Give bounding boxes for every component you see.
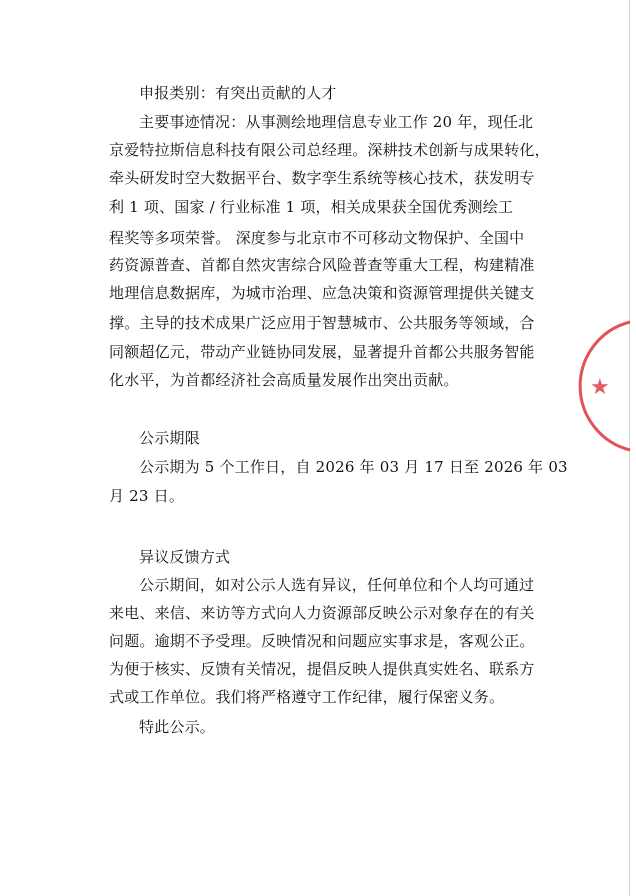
- closing-line: 特此公示。: [139, 718, 216, 736]
- achievement-line: 撑。主导的技术成果广泛应用于智慧城市、公共服务等领域，合: [109, 314, 535, 332]
- feedback-heading: 异议反馈方式: [139, 548, 231, 566]
- achievement-line: 京爱特拉斯信息科技有限公司总经理。深耕技术创新与成果转化，: [109, 141, 550, 159]
- feedback-line: 问题。逾期不予受理。反映情况和问题应实事求是，客观公正。: [109, 632, 535, 650]
- achievement-line: 程奖等多项荣誉。 深度参与北京市不可移动文物保护、全国中: [109, 229, 525, 247]
- achievement-line: 同额超亿元，带动产业链协同发展，显著提升首都公共服务智能: [109, 343, 535, 361]
- achievement-line: 牵头研发时空大数据平台、数字孪生系统等核心技术，获发明专: [109, 169, 535, 187]
- period-line: 公示期为 5 个工作日，自 2026 年 03 月 17 日至 2026 年 03: [139, 458, 568, 476]
- achievement-line: 药资源普查、首都自然灾害综合风险普查等重大工程，构建精准: [109, 256, 535, 274]
- feedback-line: 来电、来信、来访等方式向人力资源部反映公示对象存在的有关: [109, 604, 535, 622]
- feedback-line: 为便于核实、反馈有关情况，提倡反映人提供真实姓名、联系方: [109, 660, 535, 678]
- achievement-line: 地理信息数据库，为城市治理、应急决策和资源管理提供关键支: [109, 284, 535, 302]
- achievement-line: 化水平，为首都经济社会高质量发展作出突出贡献。: [109, 371, 459, 389]
- category-line: 申报类别：有突出贡献的人才: [139, 84, 337, 102]
- period-line: 月 23 日。: [109, 487, 185, 505]
- achievement-line: 利 1 项、国家 / 行业标准 1 项，相关成果获全国优秀测绘工: [109, 198, 514, 216]
- achievement-line: 主要事迹情况：从事测绘地理信息专业工作 20 年，现任北: [139, 113, 534, 131]
- seal-star-icon: ★: [590, 375, 610, 400]
- period-heading: 公示期限: [139, 429, 200, 447]
- feedback-line: 公示期间，如对公示人选有异议，任何单位和个人均可通过: [139, 576, 535, 594]
- feedback-line: 式或工作单位。我们将严格遵守工作纪律，履行保密义务。: [109, 688, 505, 706]
